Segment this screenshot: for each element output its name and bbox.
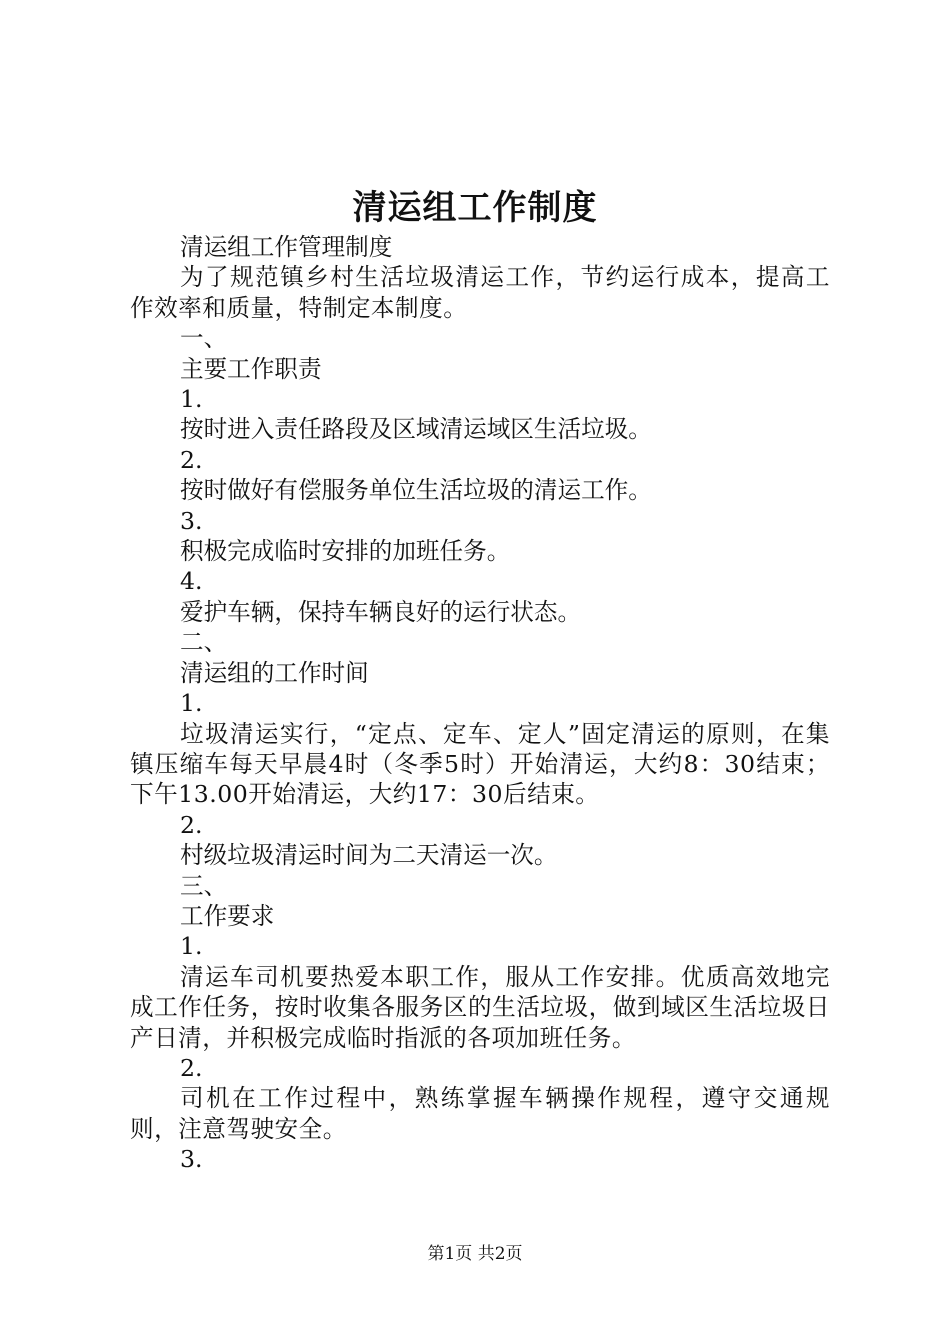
item-number: 1. bbox=[180, 689, 203, 718]
item-number: 2. bbox=[180, 445, 203, 474]
subtitle-line: 清运组工作管理制度 bbox=[180, 233, 393, 261]
item-number: 3. bbox=[180, 506, 203, 535]
item-text: 积极完成临时安排的加班任务。 bbox=[180, 537, 511, 566]
document-body bbox=[130, 232, 830, 1175]
item-paragraph: 垃圾清运实行，“定点、定车、定人”固定清运的原则，在集镇压缩车每天早晨4时（冬季5时）开始清运，大约8：30结束；下午13.00开始清运，大约17：30后结束。 bbox=[130, 719, 830, 809]
item-number: 1. bbox=[180, 385, 203, 414]
item-number: 1. bbox=[180, 932, 203, 961]
document-title: 清运组工作制度 bbox=[352, 188, 598, 228]
section-number-2: 二、 bbox=[180, 628, 228, 657]
item-text: 村级垃圾清运时间为二天清运一次。 bbox=[180, 841, 558, 870]
section-number-3: 三、 bbox=[180, 871, 228, 900]
section-heading-1: 主要工作职责 bbox=[180, 354, 322, 383]
intro-paragraph: 为了规范镇乡村生活垃圾清运工作，节约运行成本，提高工作效率和质量，特制定本制度。 bbox=[130, 263, 830, 322]
item-number: 4. bbox=[180, 567, 203, 596]
item-number: 2. bbox=[180, 1053, 203, 1082]
item-paragraph: 司机在工作过程中，熟练掌握车辆操作规程，遵守交通规则，注意驾驶安全。 bbox=[130, 1084, 830, 1143]
item-paragraph: 清运车司机要热爱本职工作，服从工作安排。优质高效地完成工作任务，按时收集各服务区的生活垃圾，做到域区生活垃圾日产日清，并积极完成临时指派的各项加班任务。 bbox=[130, 962, 830, 1052]
section-number-1: 一、 bbox=[180, 324, 228, 353]
item-number: 2. bbox=[180, 810, 203, 839]
item-text: 按时进入责任路段及区域清运域区生活垃圾。 bbox=[180, 415, 652, 444]
item-text: 爱护车辆，保持车辆良好的运行状态。 bbox=[180, 597, 582, 626]
section-heading-2: 清运组的工作时间 bbox=[180, 658, 369, 687]
item-number: 3. bbox=[180, 1145, 203, 1174]
item-text: 按时做好有偿服务单位生活垃圾的清运工作。 bbox=[180, 476, 652, 505]
section-heading-3: 工作要求 bbox=[180, 901, 275, 930]
page-footer: 第1页 共2页 bbox=[427, 1244, 523, 1264]
